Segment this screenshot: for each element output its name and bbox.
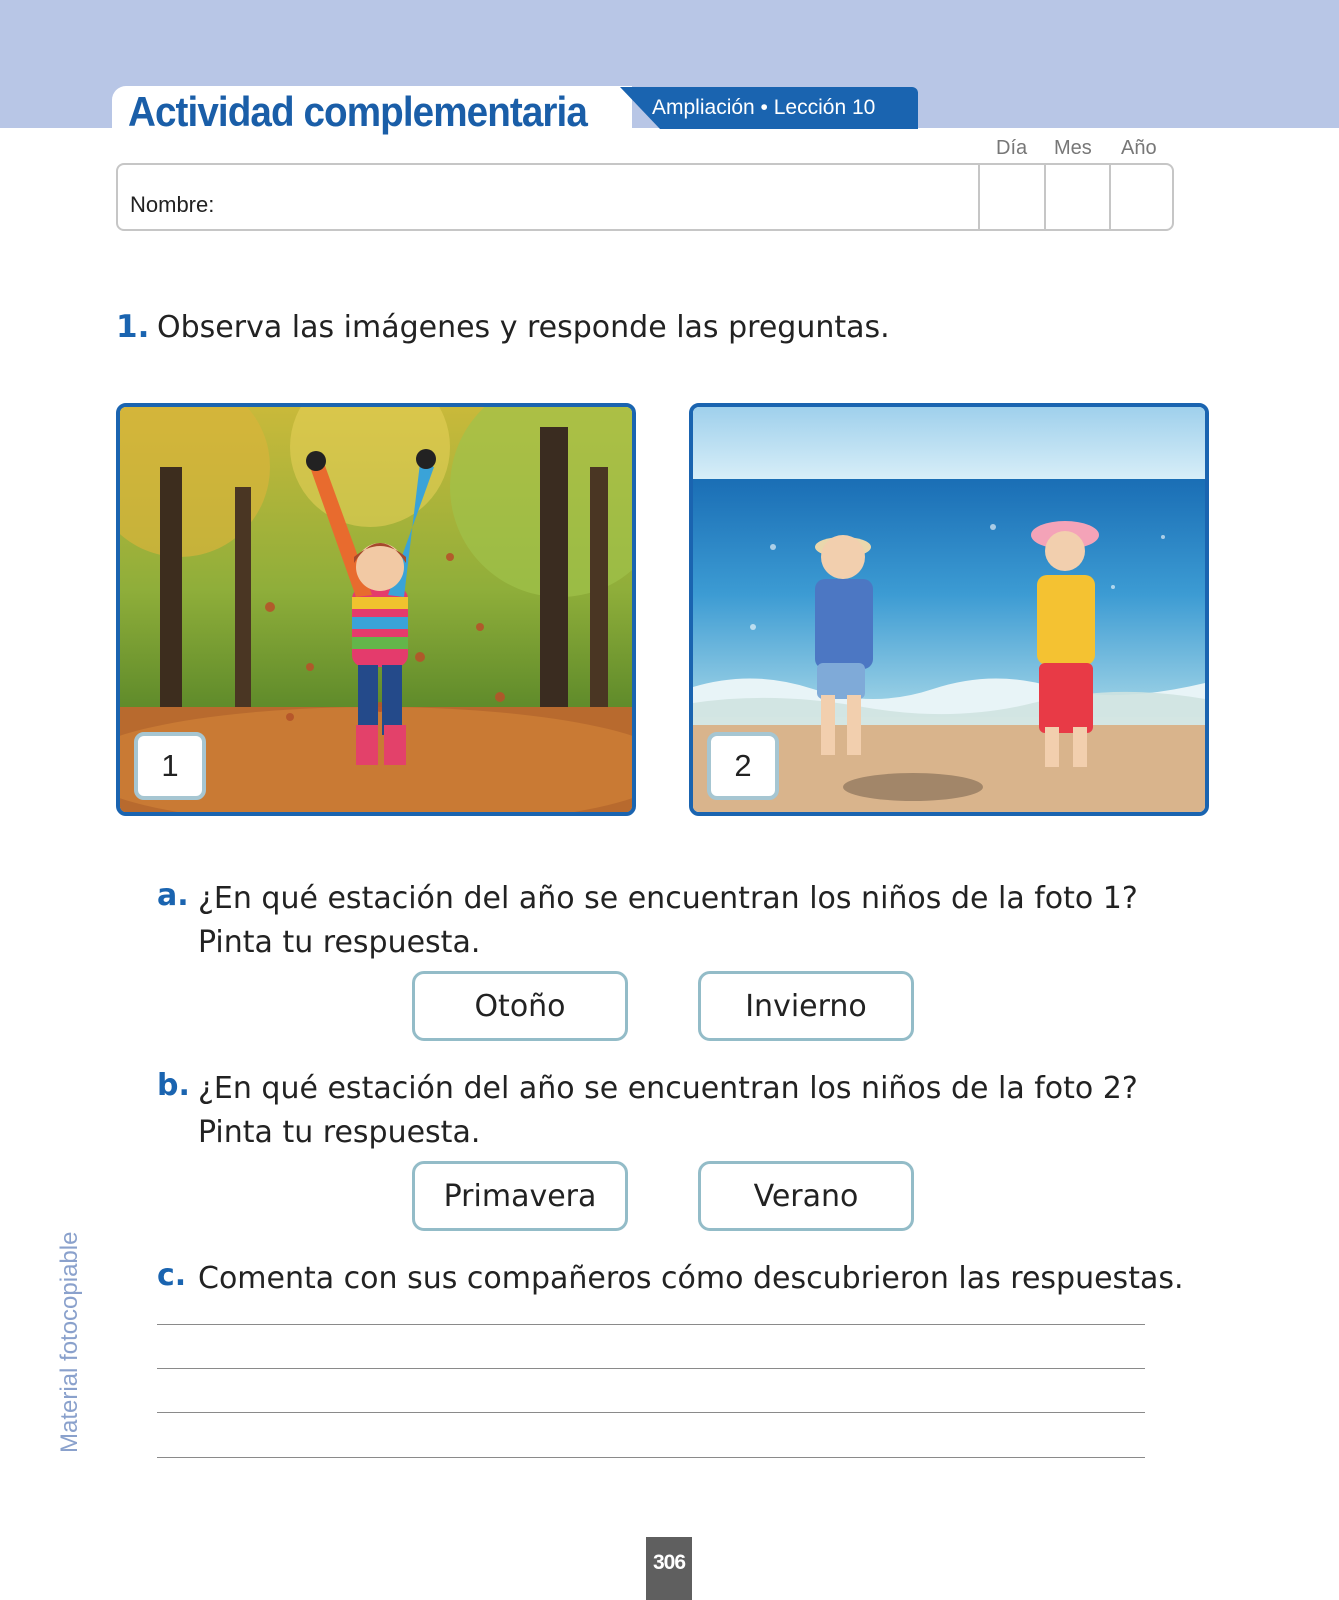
year-label: Año — [1121, 137, 1157, 159]
answer-primavera-button[interactable]: Primavera — [412, 1161, 628, 1231]
month-field-divider — [1044, 165, 1046, 229]
answer-verano-button[interactable]: Verano — [698, 1161, 914, 1231]
subquestion-c-letter: c. — [157, 1258, 187, 1293]
subquestion-b-letter: b. — [157, 1068, 190, 1103]
answer-line-3[interactable] — [157, 1412, 1145, 1413]
page-number: 306 — [646, 1537, 692, 1600]
name-label: Nombre: — [130, 192, 215, 217]
lesson-tag-label: Ampliación • Lección 10 — [652, 96, 876, 119]
photo-1 — [116, 403, 636, 816]
answer-line-2[interactable] — [157, 1368, 1145, 1369]
photocopiable-label: Material fotocopiable — [56, 1231, 83, 1453]
page-title: Actividad complementaria — [128, 88, 587, 135]
answer-invierno-button[interactable]: Invierno — [698, 971, 914, 1041]
year-field-divider — [1109, 165, 1111, 229]
day-field-divider — [978, 165, 980, 229]
subquestion-b-text: ¿En qué estación del año se encuentran los niños de la foto 2? Pinta tu respuesta. — [198, 1071, 1138, 1150]
photo-2-number: 2 — [707, 732, 779, 800]
question-text: Observa las imágenes y responde las preguntas. — [157, 310, 890, 345]
answer-line-4[interactable] — [157, 1457, 1145, 1458]
month-label: Mes — [1054, 137, 1092, 159]
name-field[interactable] — [116, 163, 1174, 231]
answer-otono-button[interactable]: Otoño — [412, 971, 628, 1041]
day-label: Día — [996, 137, 1028, 159]
answer-line-1[interactable] — [157, 1324, 1145, 1325]
photo-2 — [689, 403, 1209, 816]
subquestion-c-text: Comenta con sus compañeros cómo descubrieron las respuestas. — [198, 1261, 1184, 1296]
subquestion-a-text: ¿En qué estación del año se encuentran los niños de la foto 1? Pinta tu respuesta. — [198, 881, 1138, 960]
question-number: 1. — [116, 309, 150, 345]
photo-1-number: 1 — [134, 732, 206, 800]
subquestion-a-letter: a. — [157, 878, 189, 913]
